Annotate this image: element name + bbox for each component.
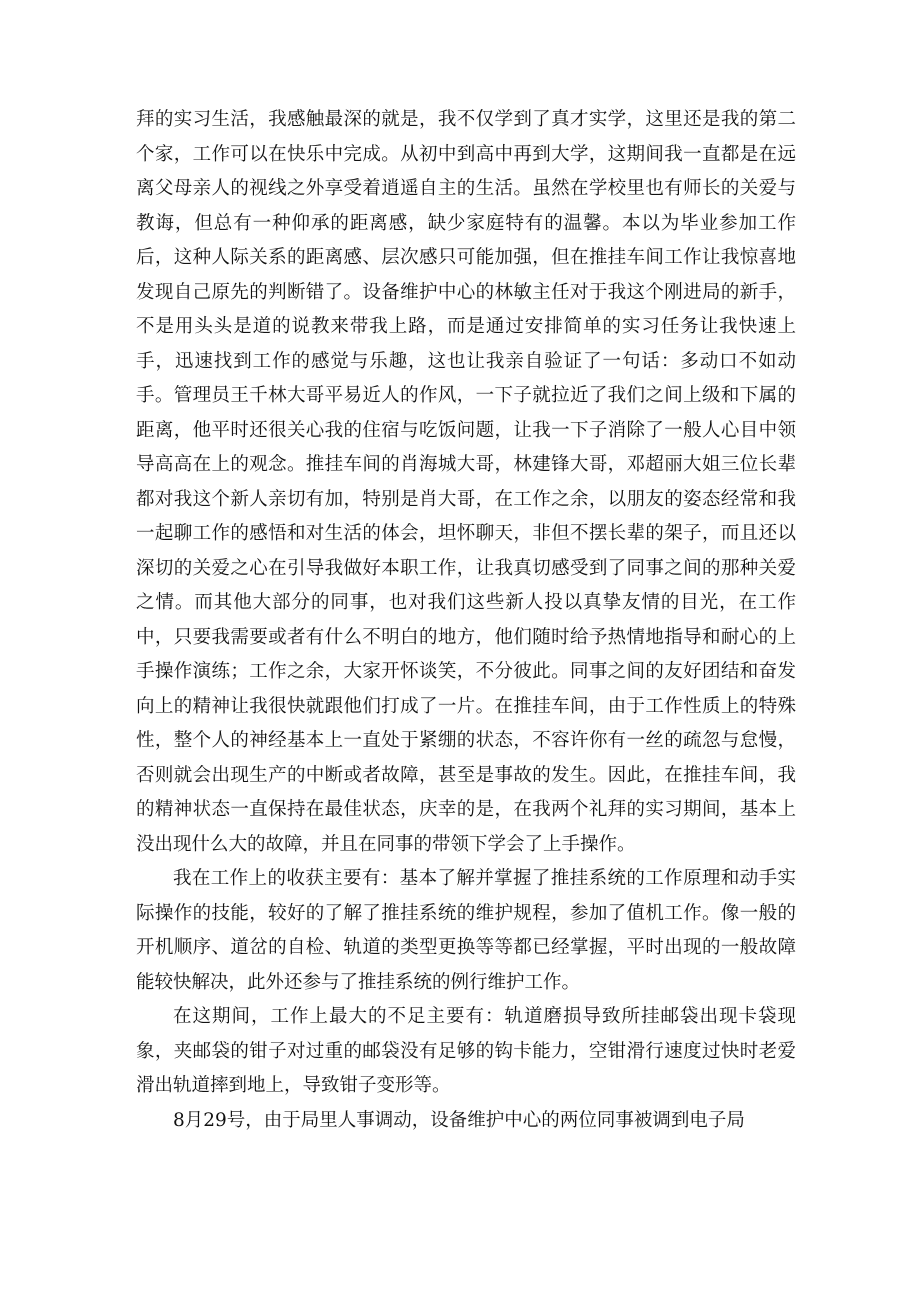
body-paragraph-3: 在这期间，工作上最大的不足主要有：轨道磨损导致所挂邮袋出现卡袋现象，夹邮袋的钳子对过重的邮袋没有足够的钩卡能力，空钳滑行速度过快时老爱滑出轨道摔到地上，导致钳子变形等。 xyxy=(136,1006,796,1096)
document-page xyxy=(136,103,796,1283)
body-paragraph-2: 我在工作上的收获主要有：基本了解并掌握了推挂系统的工作原理和动手实际操作的技能，较好的了解了推挂系统的维护规程，参加了值机工作。像一般的开机顺序、道岔的自检、轨道的类型更换等等都已经掌握，平时出现的一般故障能较快解决，此外还参与了推挂系统的例行维护工作。 xyxy=(136,868,796,993)
body-paragraph-4: 8月29号，由于局里人事调动，设备维护中心的两位同事被调到电子局 xyxy=(173,1109,745,1131)
body-paragraph-1: 拜的实习生活，我感触最深的就是，我不仅学到了真才实学，这里还是我的第二个家，工作可以在快乐中完成。从初中到高中再到大学，这期间我一直都是在远离父母亲人的视线之外享受着逍遥自主的生活。虽然在学校里也有师长的关爱与教诲，但总有一种仰承的距离感，缺少家庭特有的温馨。本以为毕业参加工作后，这种人际关系的距离感、层次感只可能加强，但在推挂车间工作让我惊喜地发现自己原先的判断错了。设备维护中心的林敏主任对于我这个刚进局的新手，不是用头头是道的说教来带我上路，而是通过安排简单的实习任务让我快速上手，迅速找到工作的感觉与乐趣，这也让我亲自验证了一句话：多动口不如动手。管理员王千林大哥平易近人的作风，一下子就拉近了我们之间上级和下属的距离，他平时还很关心我的住宿与吃饭问题，让我一下子消除了一般人心目中领导高高在上的观念。推挂车间的肖海城大哥，林建锋大哥，邓超丽大姐三位长辈都对我这个新人亲切有加，特别是肖大哥，在工作之余，以朋友的姿态经常和我一起聊工作的感悟和对生活的体会，坦怀聊天，非但不摆长辈的架子，而且还以深切的关爱之心在引导我做好本职工作，让我真切感受到了同事之间的那种关爱之情。而其他大部分的同事，也对我们这些新人投以真挚友情的目光，在工作中，只要我需要或者有什么不明白的地方，他们随时给予热情地指导和耐心的上手操作演练；工作之余，大家开怀谈笑，不分彼此。同事之间的友好团结和奋发向上的精神让我很快就跟他们打成了一片。在推挂车间，由于工作性质上的特殊性，整个人的神经基本上一直处于紧绷的状态，不容许你有一丝的疏忽与怠慢，否则就会出现生产的中断或者故障，甚至是事故的发生。因此，在推挂车间，我的精神状态一直保持在最佳状态，庆幸的是，在我两个礼拜的实习期间，基本上没出现什么大的故障，并且在同事的带领下学会了上手操作。 xyxy=(136,109,796,855)
